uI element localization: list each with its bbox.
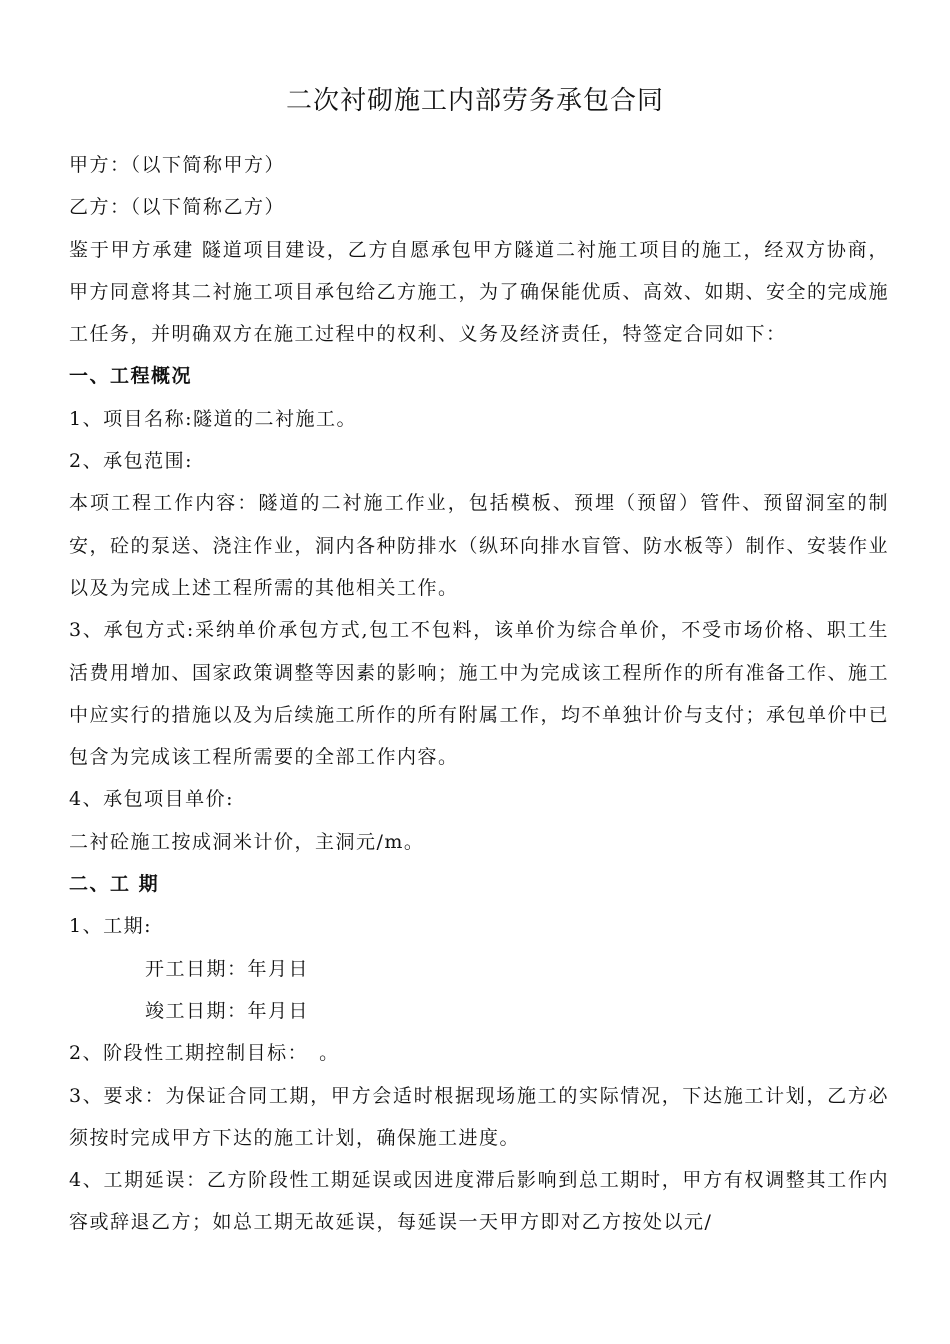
start-date-line: 开工日期：年月日 [145, 957, 310, 980]
section-2-item-2: 2、阶段性工期控制目标： 。 [69, 1042, 340, 1065]
section-1-item-4: 4、承包项目单价: [69, 788, 234, 811]
section-1-heading: 一、工程概况 [69, 365, 193, 388]
section-1-item-4-detail: 二衬砼施工按成洞米计价，主洞元/m。 [69, 830, 425, 853]
section-2-item-1: 1、工期: [69, 915, 152, 938]
preamble-paragraph: 鉴于甲方承建 隧道项目建设，乙方自愿承包甲方隧道二衬施工项目的施工，经双方协商，甲方同意将其二衬施工项目承包给乙方施工，为了确保能优质、高效、如期、安全的完成施工任务，并明确双方在施工过程中的权利、义务及经济责任，特签定合同如下： [69, 238, 890, 346]
section-1-item-3: 3、承包方式:采纳单价承包方式,包工不包料，该单价为综合单价，不受市场价格、职工生活费用增加、国家政策调整等因素的影响；施工中为完成该工程所作的所有准备工作、施工中应实行的措施以及为后续施工所作的所有附属工作，均不单独计价与支付；承包单价中已包含为完成该工程所需要的全部工作内容。 [69, 619, 890, 769]
contract-body [69, 144, 889, 1244]
section-2-heading: 二、工 期 [69, 873, 160, 896]
contract-title: 二次衬砌施工内部劳务承包合同 [285, 86, 664, 116]
end-date-line: 竣工日期：年月日 [145, 999, 310, 1022]
section-1-item-2-detail: 本项工程工作内容：隧道的二衬施工作业，包括模板、预埋（预留）管件、预留洞室的制安，砼的泵送、浇注作业，洞内各种防排水（纵环向排水盲管、防水板等）制作、安装作业以及为完成上述工程所需的其他相关工作。 [69, 492, 890, 599]
section-2-item-4: 4、工期延误：乙方阶段性工期延误或因进度滞后影响到总工期时，甲方有权调整其工作内容或辞退乙方；如总工期无故延误，每延误一天甲方即对乙方按处以元/ [69, 1169, 889, 1234]
party-a-line: 甲方：（以下简称甲方） [69, 154, 286, 176]
section-1-item-1: 1、项目名称:隧道的二衬施工。 [69, 407, 357, 430]
section-1-item-2: 2、承包范围: [69, 450, 193, 473]
party-b-line: 乙方：（以下简称乙方） [69, 196, 286, 219]
section-2-item-3: 3、要求：为保证合同工期，甲方会适时根据现场施工的实际情况，下达施工计划，乙方必须按时完成甲方下达的施工计划，确保施工进度。 [69, 1084, 889, 1149]
